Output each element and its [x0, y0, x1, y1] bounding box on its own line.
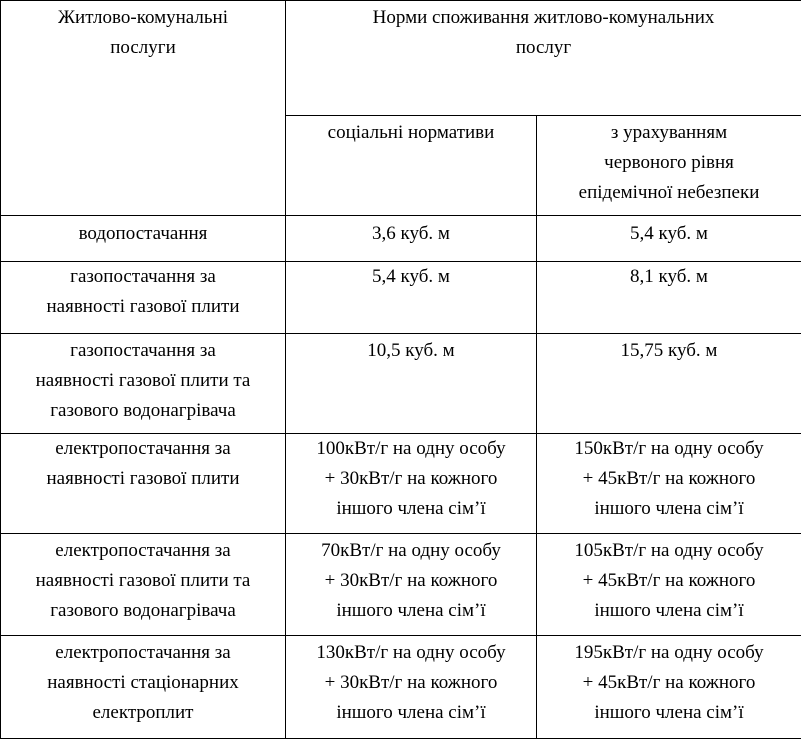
red-value: 195кВт/г на одну особу + 45кВт/г на кожного іншого члена сім’ї: [541, 638, 797, 728]
service-name: електропостачання за наявності газової плити та газового водонагрівача: [5, 536, 281, 626]
social-value: 130кВт/г на одну особу + 30кВт/г на кожного іншого члена сім’ї: [290, 638, 532, 728]
header-red-level: з урахуванням червоного рівня епідемічної небезпеки: [541, 118, 797, 208]
service-cell: [1, 534, 286, 636]
red-value: 5,4 куб. м: [541, 219, 797, 249]
red-cell: [537, 434, 801, 534]
red-value: 15,75 куб. м: [541, 336, 797, 366]
social-cell: [286, 534, 537, 636]
service-cell: [1, 434, 286, 534]
red-cell: [537, 534, 801, 636]
header-red-level-cell: [537, 116, 801, 216]
red-cell: [537, 636, 801, 739]
service-name: газопостачання за наявності газової плити: [5, 262, 281, 322]
header-social: соціальні нормативи: [290, 118, 532, 148]
red-value: 105кВт/г на одну особу + 45кВт/г на кожного іншого члена сім’ї: [541, 536, 797, 626]
header-social-cell: [286, 116, 537, 216]
table-row: [1, 334, 801, 434]
service-cell: [1, 334, 286, 434]
table-row: [1, 216, 801, 262]
social-value: 10,5 куб. м: [290, 336, 532, 366]
table-row: [1, 636, 801, 739]
social-cell: [286, 434, 537, 534]
social-cell: [286, 334, 537, 434]
table-row: [1, 534, 801, 636]
service-name: водопостачання: [5, 219, 281, 249]
social-cell: [286, 636, 537, 739]
table-row: [1, 262, 801, 334]
social-cell: [286, 262, 537, 334]
service-cell: [1, 262, 286, 334]
social-value: 5,4 куб. м: [290, 262, 532, 292]
service-cell: [1, 216, 286, 262]
header-services-cell: [1, 1, 286, 216]
red-cell: [537, 334, 801, 434]
service-name: електропостачання за наявності стаціонарних електроплит: [5, 638, 281, 728]
social-value: 100кВт/г на одну особу + 30кВт/г на кожного іншого члена сім’ї: [290, 434, 532, 524]
service-name: газопостачання за наявності газової плити та газового водонагрівача: [5, 336, 281, 426]
table-row: [1, 434, 801, 534]
red-cell: [537, 262, 801, 334]
header-norms-cell: [286, 1, 801, 116]
service-cell: [1, 636, 286, 739]
red-cell: [537, 216, 801, 262]
social-cell: [286, 216, 537, 262]
header-services: Житлово-комунальні послуги: [5, 3, 281, 63]
social-value: 70кВт/г на одну особу + 30кВт/г на кожного іншого члена сім’ї: [290, 536, 532, 626]
red-value: 8,1 куб. м: [541, 262, 797, 292]
social-value: 3,6 куб. м: [290, 219, 532, 249]
header-norms: Норми споживання житлово-комунальних послуг: [290, 3, 797, 63]
service-name: електропостачання за наявності газової плити: [5, 434, 281, 494]
red-value: 150кВт/г на одну особу + 45кВт/г на кожного іншого члена сім’ї: [541, 434, 797, 524]
